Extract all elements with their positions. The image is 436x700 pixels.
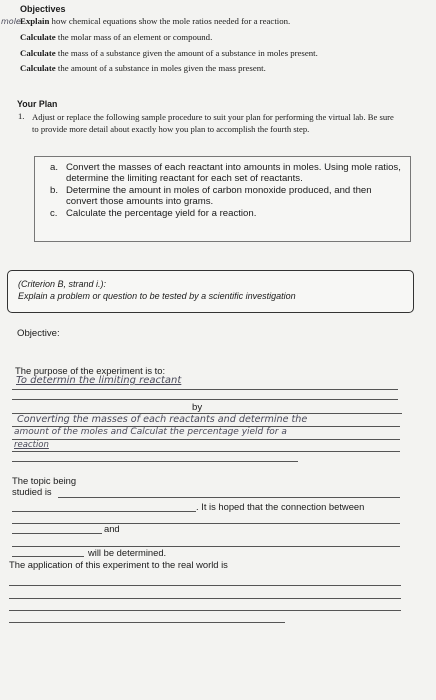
objectives-heading: Objectives	[20, 4, 66, 14]
objective-item-4: Calculate the amount of a substance in moles given the mass present.	[20, 63, 266, 73]
determined-text: will be determined.	[88, 547, 167, 558]
objective-label: Objective:	[17, 328, 60, 339]
step-text: Adjust or replace the following sample procedure to suit your plan for performing the virtual lab. Be sure to provide more detail about exactly how you plan to accomplish the fourth step.	[32, 112, 394, 134]
answer-line	[12, 439, 400, 440]
answer-line	[12, 451, 400, 452]
purpose-answer-2-line-3: reaction	[14, 440, 49, 450]
answer-line	[9, 622, 285, 623]
topic-label-2: studied is	[12, 486, 52, 497]
procedure-box	[34, 156, 411, 242]
objective-item-1: Explain how chemical equations show the mole ratios needed for a reaction.	[20, 16, 291, 26]
procedure-step-b: b. Determine the amount in moles of carbon monoxide produced, and then convert those amounts into grams.	[50, 184, 372, 208]
answer-line	[12, 389, 398, 390]
answer-line	[12, 533, 102, 534]
margin-note: mole	[1, 17, 21, 26]
hoped-text: . It is hoped that the connection between	[196, 501, 365, 512]
answer-line	[12, 523, 400, 524]
objective-item-3: Calculate the mass of a substance given the amount of a substance in moles present.	[20, 48, 318, 58]
purpose-intro: The purpose of the experiment is to:	[15, 365, 166, 376]
answer-line	[12, 399, 398, 400]
procedure-step-c: c. Calculate the percentage yield for a reaction.	[50, 207, 257, 219]
criterion-box	[7, 270, 414, 313]
purpose-answer-1: To determin the limiting reactant	[16, 375, 182, 386]
criterion-title: (Criterion B, strand i.):	[18, 279, 107, 289]
application-text: The application of this experiment to the real world is	[9, 559, 228, 570]
purpose-answer-2-line-2: amount of the moles and Calculat the percentage yield for a	[14, 427, 287, 437]
answer-line	[9, 598, 401, 599]
objective-item-2: Calculate the molar mass of an element or compound.	[20, 32, 213, 42]
purpose-answer-2-line-1: Converting the masses of each reactants and determine the	[17, 414, 308, 425]
step-number: 1.	[18, 111, 25, 121]
answer-line	[58, 497, 400, 498]
and-label: and	[104, 523, 120, 534]
plan-heading: Your Plan	[17, 99, 58, 109]
answer-line	[12, 461, 298, 462]
topic-label-1: The topic being	[12, 475, 77, 486]
answer-line	[12, 556, 84, 557]
procedure-step-a: a. Convert the masses of each reactant into amounts in moles. Using mole ratios, determine the limiting reactant for each set of reactants.	[50, 162, 401, 185]
answer-line	[12, 511, 196, 512]
by-label: by	[192, 402, 203, 413]
answer-line	[9, 585, 401, 586]
answer-line	[12, 546, 400, 547]
criterion-subtitle: Explain a problem or question to be tested by a scientific investigation	[18, 291, 296, 301]
answer-line	[9, 610, 401, 611]
